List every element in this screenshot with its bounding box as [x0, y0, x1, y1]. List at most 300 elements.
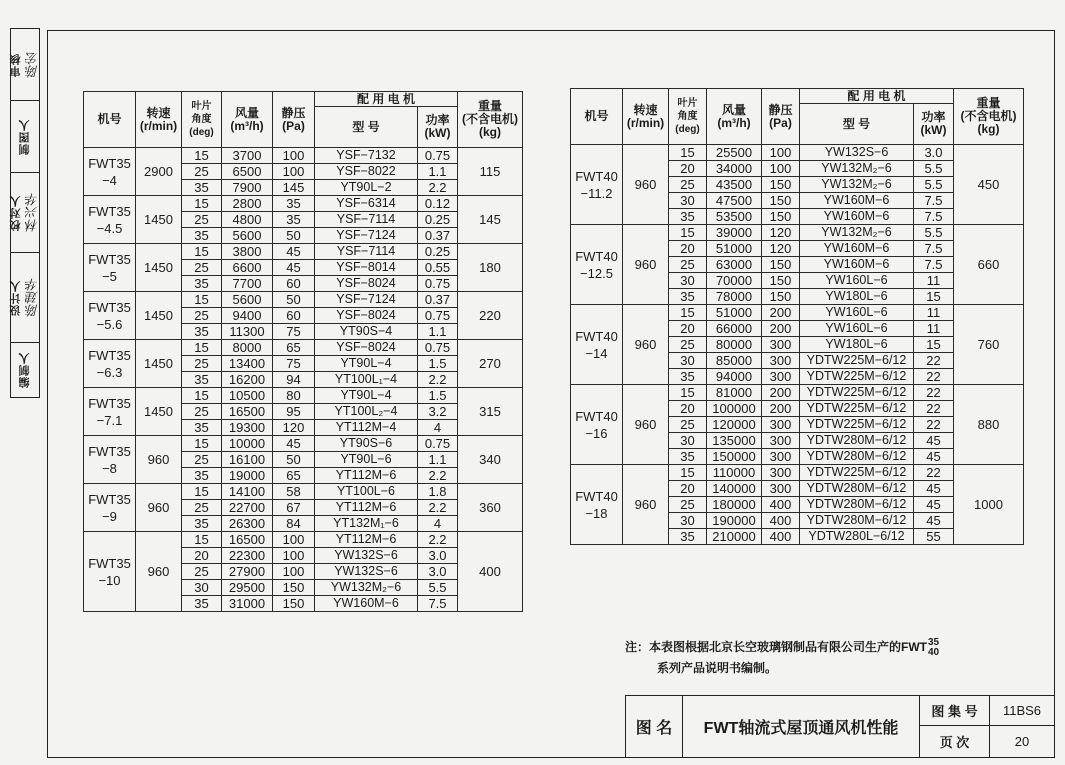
air-flow-cell: 94000 — [707, 369, 762, 385]
atlas-number-label: 图 集 号 — [920, 696, 990, 726]
motor-model-cell: YT112M−6 — [315, 468, 418, 484]
static-pressure-cell: 84 — [273, 516, 315, 532]
header-model: 型 号 — [315, 107, 418, 148]
table-row — [84, 436, 523, 452]
header-pressure-label: 静压 — [768, 102, 793, 117]
table-row — [571, 305, 1024, 321]
motor-model-cell: YDTW280M−6/12 — [800, 481, 914, 497]
motor-model-cell: YDTW225M−6/12 — [800, 417, 914, 433]
motor-power-cell: 7.5 — [914, 241, 954, 257]
motor-power-cell: 0.75 — [418, 340, 458, 356]
static-pressure-cell: 150 — [762, 177, 800, 193]
header-speed-unit: (r/min) — [139, 118, 178, 133]
table-row — [571, 385, 1024, 401]
static-pressure-cell: 200 — [762, 321, 800, 337]
speed-cell: 1450 — [136, 340, 182, 388]
motor-model-cell: YT90S−4 — [315, 324, 418, 340]
motor-model-cell: YSF−6314 — [315, 196, 418, 212]
motor-model-cell: YSF−7114 — [315, 212, 418, 228]
motor-model-cell: YT90L−2 — [315, 180, 418, 196]
table-row — [84, 340, 523, 356]
static-pressure-cell: 300 — [762, 465, 800, 481]
motor-power-cell: 11 — [914, 321, 954, 337]
motor-power-cell: 2.2 — [418, 180, 458, 196]
blade-angle-cell: 35 — [182, 516, 222, 532]
air-flow-cell: 10000 — [222, 436, 273, 452]
air-flow-cell: 16100 — [222, 452, 273, 468]
static-pressure-cell: 75 — [273, 324, 315, 340]
blade-angle-cell: 35 — [669, 369, 707, 385]
header-pressure — [762, 89, 800, 145]
blade-angle-cell: 15 — [669, 225, 707, 241]
blade-angle-cell: 15 — [182, 196, 222, 212]
weight-cell: 1000 — [954, 465, 1024, 545]
blade-angle-cell: 15 — [669, 145, 707, 161]
motor-model-cell: YT90S−6 — [315, 436, 418, 452]
static-pressure-cell: 150 — [762, 289, 800, 305]
weight-cell: 220 — [458, 292, 523, 340]
motor-power-cell: 2.2 — [418, 532, 458, 548]
header-flow-unit: (m³/h) — [230, 118, 264, 133]
motor-power-cell: 0.75 — [418, 276, 458, 292]
blade-angle-cell: 25 — [182, 356, 222, 372]
static-pressure-cell: 100 — [762, 145, 800, 161]
title-block — [625, 695, 1055, 758]
header-weight-label: 重量 — [976, 96, 1001, 110]
air-flow-cell: 5600 — [222, 292, 273, 308]
blade-angle-cell: 15 — [182, 292, 222, 308]
weight-cell: 360 — [458, 484, 523, 532]
machine-number-cell: FWT35 −7.1 — [84, 388, 136, 436]
blade-angle-cell: 30 — [182, 580, 222, 596]
sidebar-cell — [11, 343, 39, 397]
blade-angle-cell: 35 — [182, 180, 222, 196]
header-weight-note: (不含电机) — [960, 109, 1017, 123]
header-weight — [458, 92, 523, 148]
machine-number-cell: FWT40 −12.5 — [571, 225, 623, 305]
static-pressure-cell: 150 — [273, 596, 315, 612]
blade-angle-cell: 35 — [182, 468, 222, 484]
motor-model-cell: YSF−8014 — [315, 260, 418, 276]
motor-power-cell: 45 — [914, 449, 954, 465]
static-pressure-cell: 50 — [273, 452, 315, 468]
motor-model-cell: YT90L−4 — [315, 388, 418, 404]
motor-model-cell: YW160M−6 — [800, 209, 914, 225]
air-flow-cell: 39000 — [707, 225, 762, 241]
blade-angle-cell: 25 — [182, 452, 222, 468]
header-model: 型 号 — [800, 104, 914, 145]
weight-cell: 340 — [458, 436, 523, 484]
table-row — [84, 244, 523, 260]
static-pressure-cell: 400 — [762, 497, 800, 513]
motor-power-cell: 22 — [914, 401, 954, 417]
blade-angle-cell: 15 — [669, 385, 707, 401]
air-flow-cell: 11300 — [222, 324, 273, 340]
air-flow-cell: 51000 — [707, 305, 762, 321]
table-header — [84, 92, 523, 148]
speed-cell: 2900 — [136, 148, 182, 196]
header-speed — [623, 89, 669, 145]
motor-model-cell: YT90L−4 — [315, 356, 418, 372]
motor-power-cell: 3.2 — [418, 404, 458, 420]
motor-model-cell: YSF−7124 — [315, 228, 418, 244]
air-flow-cell: 80000 — [707, 337, 762, 353]
header-pressure — [273, 92, 315, 148]
motor-power-cell: 22 — [914, 353, 954, 369]
motor-model-cell: YSF−8024 — [315, 340, 418, 356]
motor-model-cell: YDTW280L−6/12 — [800, 529, 914, 545]
motor-power-cell: 5.5 — [914, 177, 954, 193]
motor-model-cell: YW132S−6 — [800, 145, 914, 161]
drawing-title: FWT轴流式屋顶通风机性能 — [682, 696, 920, 757]
blade-angle-cell: 25 — [182, 212, 222, 228]
blade-angle-cell: 15 — [182, 484, 222, 500]
header-weight-unit: (kg) — [479, 125, 501, 139]
air-flow-cell: 13400 — [222, 356, 273, 372]
weight-cell: 115 — [458, 148, 523, 196]
motor-model-cell: YT132M₁−6 — [315, 516, 418, 532]
static-pressure-cell: 60 — [273, 276, 315, 292]
static-pressure-cell: 300 — [762, 417, 800, 433]
static-pressure-cell: 50 — [273, 228, 315, 244]
blade-angle-cell: 35 — [669, 289, 707, 305]
static-pressure-cell: 65 — [273, 340, 315, 356]
motor-model-cell: YDTW225M−6/12 — [800, 401, 914, 417]
header-weight-unit: (kg) — [977, 122, 1000, 136]
page-number-label: 页 次 — [920, 726, 990, 757]
motor-power-cell: 45 — [914, 497, 954, 513]
air-flow-cell: 19000 — [222, 468, 273, 484]
blade-angle-cell: 15 — [182, 340, 222, 356]
air-flow-cell: 81000 — [707, 385, 762, 401]
table-row — [571, 145, 1024, 161]
blade-angle-cell: 25 — [669, 497, 707, 513]
blade-angle-cell: 20 — [669, 481, 707, 497]
air-flow-cell: 43500 — [707, 177, 762, 193]
motor-model-cell: YW160M−6 — [800, 241, 914, 257]
header-blade — [182, 92, 222, 148]
header-power — [914, 104, 954, 145]
static-pressure-cell: 100 — [273, 148, 315, 164]
series-fraction — [928, 638, 939, 658]
weight-cell: 400 — [458, 532, 523, 612]
static-pressure-cell: 100 — [273, 564, 315, 580]
header-motor-group: 配 用 电 机 — [315, 92, 458, 107]
air-flow-cell: 6500 — [222, 164, 273, 180]
motor-model-cell: YSF−7114 — [315, 244, 418, 260]
weight-cell: 315 — [458, 388, 523, 436]
header-flow-label: 风量 — [721, 102, 746, 117]
static-pressure-cell: 200 — [762, 385, 800, 401]
motor-model-cell: YSF−8024 — [315, 276, 418, 292]
air-flow-cell: 29500 — [222, 580, 273, 596]
signature-strip — [10, 28, 40, 398]
weight-cell: 145 — [458, 196, 523, 244]
motor-model-cell: YW132M₂−6 — [315, 580, 418, 596]
air-flow-cell: 19300 — [222, 420, 273, 436]
page-number: 20 — [1014, 734, 1030, 749]
weight-cell: 450 — [954, 145, 1024, 225]
blade-angle-cell: 25 — [182, 260, 222, 276]
machine-number-cell: FWT35 −4 — [84, 148, 136, 196]
static-pressure-cell: 80 — [273, 388, 315, 404]
table-row — [571, 465, 1024, 481]
header-speed — [136, 92, 182, 148]
blade-angle-cell: 15 — [182, 244, 222, 260]
table-row — [84, 196, 523, 212]
sidebar-signature: 陈宏 — [25, 51, 41, 78]
blade-angle-cell: 25 — [669, 257, 707, 273]
speed-cell: 960 — [623, 305, 669, 385]
table-body — [84, 148, 523, 612]
motor-power-cell: 0.25 — [418, 244, 458, 260]
header-blade-unit: (deg) — [189, 127, 214, 138]
motor-power-cell: 22 — [914, 465, 954, 481]
static-pressure-cell: 300 — [762, 449, 800, 465]
motor-power-cell: 15 — [914, 337, 954, 353]
motor-model-cell: YT112M−4 — [315, 420, 418, 436]
static-pressure-cell: 120 — [762, 241, 800, 257]
sidebar-label: 编制人 — [19, 352, 31, 388]
motor-power-cell: 45 — [914, 481, 954, 497]
motor-model-cell: YDTW225M−6/12 — [800, 465, 914, 481]
air-flow-cell: 66000 — [707, 321, 762, 337]
motor-power-cell: 0.37 — [418, 292, 458, 308]
motor-power-cell: 22 — [914, 417, 954, 433]
title-label: 图 名 — [635, 720, 673, 737]
sidebar-cell — [11, 29, 39, 101]
motor-model-cell: YW132M₂−6 — [800, 161, 914, 177]
header-motor-group: 配 用 电 机 — [800, 89, 954, 104]
fraction-bottom: 40 — [928, 646, 940, 658]
table-row — [84, 292, 523, 308]
air-flow-cell: 2800 — [222, 196, 273, 212]
motor-model-cell: YW180L−6 — [800, 337, 914, 353]
footnote — [625, 637, 939, 678]
motor-power-cell: 11 — [914, 273, 954, 289]
air-flow-cell: 3700 — [222, 148, 273, 164]
motor-power-cell: 15 — [914, 289, 954, 305]
machine-number-cell: FWT35 −6.3 — [84, 340, 136, 388]
header-weight — [954, 89, 1024, 145]
header-blade-label2: 角度 — [191, 114, 212, 125]
blade-angle-cell: 25 — [669, 177, 707, 193]
blade-angle-cell: 35 — [182, 420, 222, 436]
header-speed-label: 转速 — [146, 105, 171, 120]
table-header — [571, 89, 1024, 145]
air-flow-cell: 63000 — [707, 257, 762, 273]
motor-power-cell: 5.5 — [914, 225, 954, 241]
performance-table-fwt40 — [570, 88, 1024, 545]
blade-angle-cell: 25 — [669, 337, 707, 353]
air-flow-cell: 26300 — [222, 516, 273, 532]
air-flow-cell: 3800 — [222, 244, 273, 260]
motor-power-cell: 3.0 — [418, 564, 458, 580]
air-flow-cell: 47500 — [707, 193, 762, 209]
blade-angle-cell: 15 — [182, 436, 222, 452]
machine-number-cell: FWT40 −11.2 — [571, 145, 623, 225]
footnote-line-1 — [625, 637, 939, 658]
motor-power-cell: 0.37 — [418, 228, 458, 244]
motor-power-cell: 5.5 — [914, 161, 954, 177]
header-weight-note: (不含电机) — [462, 112, 518, 126]
air-flow-cell: 34000 — [707, 161, 762, 177]
motor-model-cell: YDTW225M−6/12 — [800, 369, 914, 385]
header-machine: 机号 — [84, 92, 136, 148]
blade-angle-cell: 35 — [182, 596, 222, 612]
blade-angle-cell: 25 — [669, 417, 707, 433]
header-power-unit: (kW) — [920, 123, 947, 137]
air-flow-cell: 85000 — [707, 353, 762, 369]
blade-angle-cell: 20 — [182, 548, 222, 564]
motor-power-cell: 11 — [914, 305, 954, 321]
static-pressure-cell: 75 — [273, 356, 315, 372]
static-pressure-cell: 65 — [273, 468, 315, 484]
fraction-top: 35 — [928, 636, 940, 648]
blade-angle-cell: 15 — [182, 388, 222, 404]
air-flow-cell: 190000 — [707, 513, 762, 529]
static-pressure-cell: 94 — [273, 372, 315, 388]
static-pressure-cell: 100 — [273, 164, 315, 180]
machine-number-cell: FWT40 −14 — [571, 305, 623, 385]
table-row — [84, 532, 523, 548]
motor-power-cell: 45 — [914, 513, 954, 529]
weight-cell: 270 — [458, 340, 523, 388]
motor-power-cell: 1.1 — [418, 452, 458, 468]
machine-number-cell: FWT40 −16 — [571, 385, 623, 465]
sidebar-signature: 林兴华 — [25, 193, 41, 232]
air-flow-cell: 180000 — [707, 497, 762, 513]
motor-power-cell: 2.2 — [418, 500, 458, 516]
blade-angle-cell: 25 — [182, 164, 222, 180]
motor-power-cell: 1.1 — [418, 324, 458, 340]
motor-model-cell: YDTW280M−6/12 — [800, 513, 914, 529]
performance-table-fwt35 — [83, 91, 523, 612]
static-pressure-cell: 100 — [762, 161, 800, 177]
motor-model-cell: YT112M−6 — [315, 532, 418, 548]
motor-power-cell: 0.12 — [418, 196, 458, 212]
speed-cell: 960 — [623, 225, 669, 305]
motor-power-cell: 7.5 — [418, 596, 458, 612]
static-pressure-cell: 35 — [273, 196, 315, 212]
motor-model-cell: YDTW280M−6/12 — [800, 449, 914, 465]
blade-angle-cell: 25 — [182, 404, 222, 420]
footnote-text: 注：本表图根据北京长空玻璃钢制品有限公司生产的FWT — [625, 640, 927, 654]
motor-model-cell: YW132M₂−6 — [800, 225, 914, 241]
static-pressure-cell: 120 — [273, 420, 315, 436]
motor-power-cell: 0.75 — [418, 436, 458, 452]
footnote-line-2: 系列产品说明书编制。 — [657, 660, 778, 675]
motor-model-cell: YDTW280M−6/12 — [800, 497, 914, 513]
motor-model-cell: YT100L₁−4 — [315, 372, 418, 388]
motor-model-cell: YSF−8024 — [315, 308, 418, 324]
air-flow-cell: 10500 — [222, 388, 273, 404]
static-pressure-cell: 150 — [762, 209, 800, 225]
header-blade-label: 叶片 — [191, 101, 212, 112]
sidebar-cell — [11, 173, 39, 253]
speed-cell: 960 — [136, 436, 182, 484]
static-pressure-cell: 200 — [762, 401, 800, 417]
air-flow-cell: 110000 — [707, 465, 762, 481]
machine-number-cell: FWT35 −9 — [84, 484, 136, 532]
motor-model-cell: YW132S−6 — [315, 548, 418, 564]
speed-cell: 960 — [623, 465, 669, 545]
header-blade-unit: (deg) — [675, 124, 700, 135]
motor-model-cell: YSF−8022 — [315, 164, 418, 180]
static-pressure-cell: 35 — [273, 212, 315, 228]
air-flow-cell: 7700 — [222, 276, 273, 292]
motor-model-cell: YW160L−6 — [800, 321, 914, 337]
static-pressure-cell: 60 — [273, 308, 315, 324]
motor-model-cell: YT112M−6 — [315, 500, 418, 516]
speed-cell: 960 — [623, 385, 669, 465]
static-pressure-cell: 58 — [273, 484, 315, 500]
motor-power-cell: 5.5 — [418, 580, 458, 596]
table-body — [571, 145, 1024, 545]
air-flow-cell: 120000 — [707, 417, 762, 433]
sidebar-label: 审核 — [9, 52, 22, 77]
header-flow — [707, 89, 762, 145]
speed-cell: 960 — [136, 532, 182, 612]
air-flow-cell: 25500 — [707, 145, 762, 161]
blade-angle-cell: 20 — [669, 241, 707, 257]
machine-number-cell: FWT35 −4.5 — [84, 196, 136, 244]
motor-model-cell: YDTW225M−6/12 — [800, 385, 914, 401]
blade-angle-cell: 25 — [182, 500, 222, 516]
header-flow-unit: (m³/h) — [717, 115, 751, 130]
motor-model-cell: YT100L₂−4 — [315, 404, 418, 420]
machine-number-cell: FWT35 −10 — [84, 532, 136, 612]
static-pressure-cell: 150 — [762, 257, 800, 273]
air-flow-cell: 6600 — [222, 260, 273, 276]
air-flow-cell: 51000 — [707, 241, 762, 257]
blade-angle-cell: 15 — [669, 305, 707, 321]
blade-angle-cell: 35 — [669, 529, 707, 545]
header-blade — [669, 89, 707, 145]
static-pressure-cell: 150 — [762, 193, 800, 209]
static-pressure-cell: 95 — [273, 404, 315, 420]
motor-power-cell: 0.55 — [418, 260, 458, 276]
motor-power-cell: 2.2 — [418, 372, 458, 388]
table-row — [84, 484, 523, 500]
air-flow-cell: 16500 — [222, 532, 273, 548]
static-pressure-cell: 50 — [273, 292, 315, 308]
motor-model-cell: YW160L−6 — [800, 273, 914, 289]
header-speed-unit: (r/min) — [626, 115, 665, 130]
blade-angle-cell: 20 — [669, 321, 707, 337]
air-flow-cell: 22700 — [222, 500, 273, 516]
static-pressure-cell: 300 — [762, 337, 800, 353]
header-power-label: 功率 — [921, 110, 946, 124]
air-flow-cell: 31000 — [222, 596, 273, 612]
speed-cell: 1450 — [136, 388, 182, 436]
motor-power-cell: 1.5 — [418, 356, 458, 372]
motor-power-cell: 45 — [914, 433, 954, 449]
weight-cell: 760 — [954, 305, 1024, 385]
header-blade-label2: 角度 — [677, 111, 698, 122]
air-flow-cell: 100000 — [707, 401, 762, 417]
sidebar-cell — [11, 253, 39, 343]
motor-model-cell: YW160M−6 — [315, 596, 418, 612]
blade-angle-cell: 35 — [182, 372, 222, 388]
air-flow-cell: 27900 — [222, 564, 273, 580]
static-pressure-cell: 45 — [273, 244, 315, 260]
sidebar-label: 制图人 — [19, 118, 31, 155]
motor-model-cell: YSF−7132 — [315, 148, 418, 164]
motor-power-cell: 7.5 — [914, 209, 954, 225]
motor-model-cell: YT100L−6 — [315, 484, 418, 500]
motor-power-cell: 0.25 — [418, 212, 458, 228]
